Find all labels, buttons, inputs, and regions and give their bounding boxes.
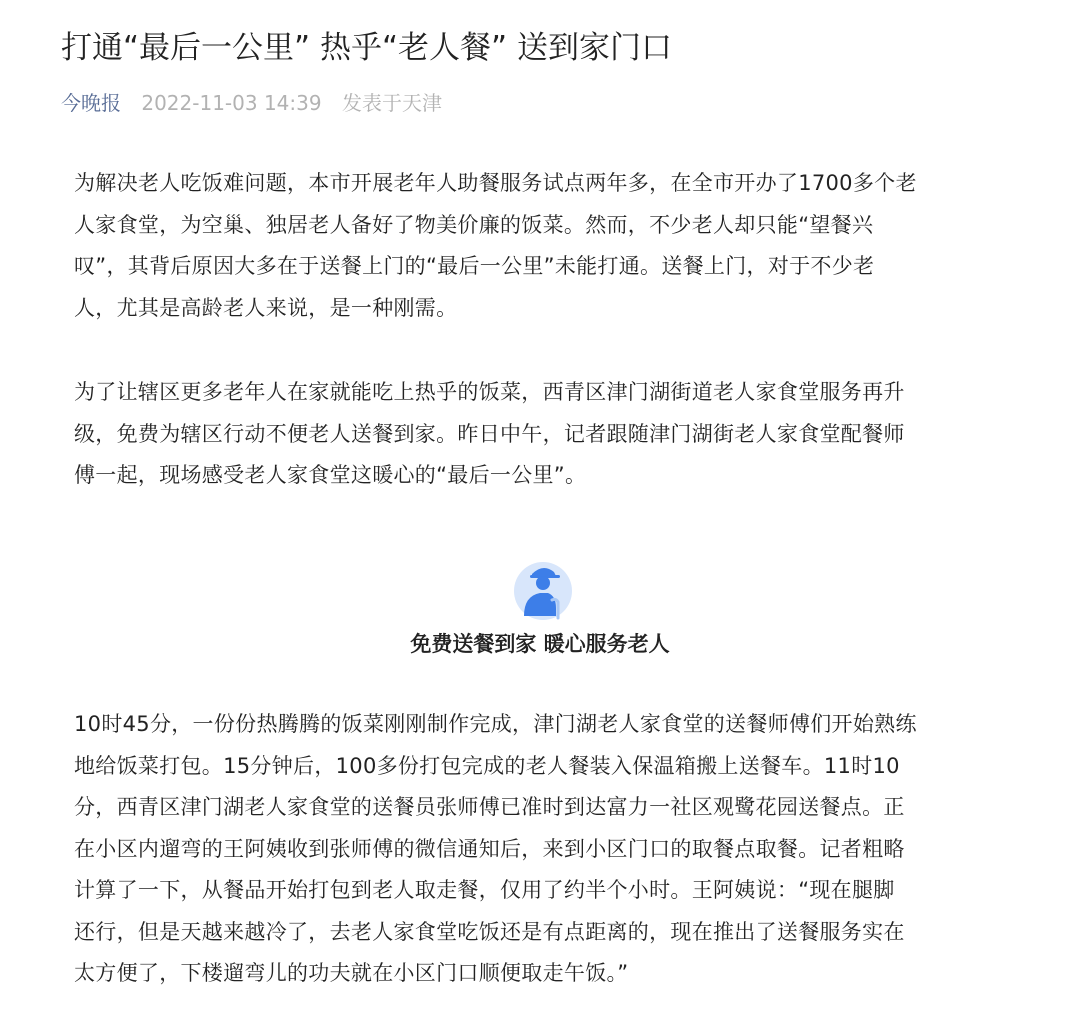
paragraph-delivery xyxy=(74,704,1004,995)
text-line: 地给饭菜打包。15分钟后，100多份打包完成的老人餐装入保温箱搬上送餐车。11时10 xyxy=(74,753,900,778)
text-line: 计算了一下，从餐品开始打包到老人取走餐，仅用了约半个小时。王阿姨说：“现在腿脚 xyxy=(74,878,895,902)
text-line: 太方便了，下楼遛弯儿的功夫就在小区门口顺便取走午饭。” xyxy=(74,961,629,985)
text-line: 在小区内遛弯的王阿姨收到张师傅的微信通知后，来到小区门口的取餐点取餐。记者粗略 xyxy=(74,836,905,861)
publish-location: 发表于天津 xyxy=(341,91,442,115)
article-meta xyxy=(61,88,442,118)
text-line: 人家食堂，为空巢、独居老人备好了物美价廉的饭菜。然而，不少老人却只能“望餐兴 xyxy=(74,212,874,237)
publish-time: 2022-11-03 14:39 xyxy=(141,91,322,115)
text-line: 10时45分，一份份热腾腾的饭菜刚刚制作完成，津门湖老人家食堂的送餐师傅们开始熟练 xyxy=(74,712,917,736)
text-line: 人，尤其是高龄老人来说，是一种刚需。 xyxy=(74,295,458,320)
elderly-person-icon xyxy=(510,560,572,622)
section-heading: 免费送餐到家 暖心服务老人 xyxy=(410,632,670,656)
text-line: 傅一起，现场感受老人家食堂这暖心的“最后一公里”。 xyxy=(74,463,587,487)
article-title: 打通“最后一公里” 热乎“老人餐” 送到家门口 xyxy=(61,30,672,66)
paragraph-second xyxy=(74,372,1004,497)
text-line: 分，西青区津门湖老人家食堂的送餐员张师傅已准时到达富力一社区观鹭花园送餐点。正 xyxy=(74,795,905,819)
text-line: 为了让辖区更多老年人在家就能吃上热乎的饭菜，西青区津门湖街道老人家食堂服务再升 xyxy=(74,380,905,404)
source-link[interactable]: 今晚报 xyxy=(61,91,121,115)
text-line: 为解决老人吃饭难问题，本市开展老年人助餐服务试点两年多，在全市开办了1700多个老 xyxy=(74,171,917,195)
text-line: 还行，但是天越来越冷了，去老人家食堂吃饭还是有点距离的，现在推出了送餐服务实在 xyxy=(74,919,905,944)
text-line: 级，免费为辖区行动不便老人送餐到家。昨日中午，记者跟随津门湖街老人家食堂配餐师 xyxy=(74,421,905,446)
text-line: 叹”，其背后原因大多在于送餐上门的“最后一公里”未能打通。送餐上门，对于不少老 xyxy=(74,254,875,278)
paragraph-intro xyxy=(74,163,1004,329)
